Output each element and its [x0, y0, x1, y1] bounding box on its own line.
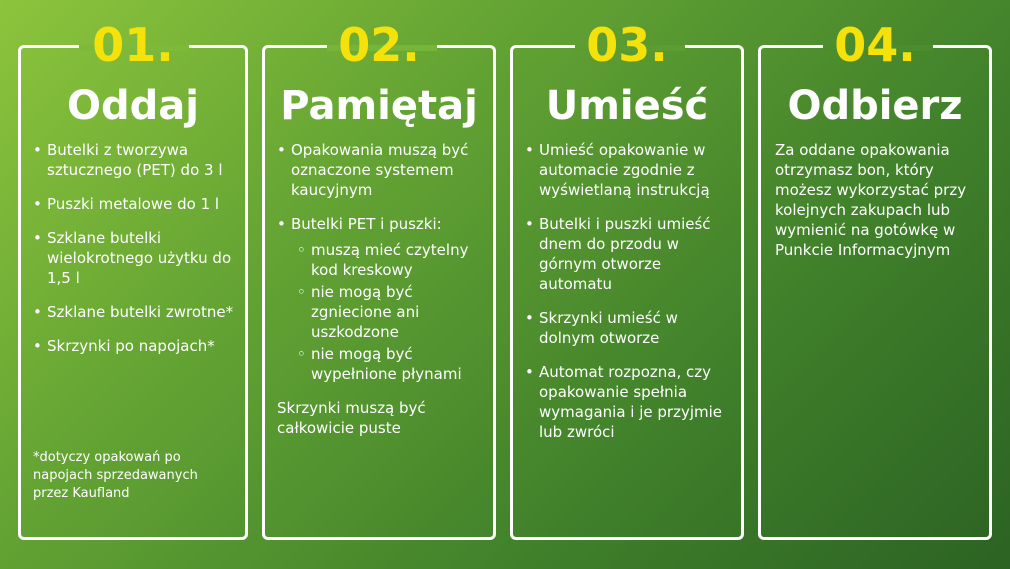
list-item: • Automat rozpozna, czy opakowanie spełnia wymagania i je przyjmie lub zwróci: [525, 362, 733, 442]
step-card-3: [510, 18, 744, 540]
step-card-2: [262, 18, 496, 540]
step-number: 01.: [92, 18, 174, 72]
list-item: • Umieść opakowanie w automacie zgodnie z wyświetlaną instrukcją: [525, 140, 733, 200]
sub-item: ◦ muszą mieć czytelny kod kreskowy: [297, 240, 485, 280]
step-title: Pamiętaj: [280, 83, 478, 129]
step-content: [775, 140, 981, 260]
sub-item: ◦ nie mogą być zgniecione ani uszkodzone: [297, 282, 485, 342]
list-item: [277, 214, 485, 384]
step-title: Umieść: [545, 83, 709, 129]
step-content: [33, 140, 237, 370]
list-item: • Puszki metalowe do 1 l: [33, 194, 237, 214]
step-number: 04.: [834, 18, 916, 72]
step-card-1: [18, 18, 248, 540]
step-number: 02.: [338, 18, 420, 72]
list-item: • Szklane butelki zwrotne*: [33, 302, 237, 322]
list-item: • Butelki i puszki umieść dnem do przodu w górnym otworze automatu: [525, 214, 733, 294]
list-item: • Skrzynki po napojach*: [33, 336, 237, 356]
step-content: [277, 140, 485, 438]
sub-list: [297, 240, 485, 384]
step-title: Odbierz: [787, 83, 963, 129]
step-content: [525, 140, 733, 456]
list-item-label: Butelki PET i puszki:: [291, 215, 442, 233]
note: Skrzynki muszą być całkowicie puste: [277, 399, 426, 437]
step-card-4: [758, 18, 992, 540]
step-text: Za oddane opakowania otrzymasz bon, który możesz wykorzystać przy kolejnych zakupach lub wymienić na gotówkę w Punkcie Informacyjnym: [775, 141, 967, 259]
sub-item: ◦ nie mogą być wypełnione płynami: [297, 344, 485, 384]
step-number: 03.: [586, 18, 668, 72]
item-list: [33, 140, 237, 356]
item-list: [525, 140, 733, 442]
footnote: *dotyczy opakowań po napojach sprzedawanych przez Kaufland: [33, 450, 198, 501]
list-item: • Szklane butelki wielokrotnego użytku do 1,5 l: [33, 228, 237, 288]
list-item: • Opakowania muszą być oznaczone systemem kaucyjnym: [277, 140, 485, 200]
step-title: Oddaj: [67, 83, 199, 129]
item-list: [277, 140, 485, 384]
list-item: • Butelki z tworzywa sztucznego (PET) do 3 l: [33, 140, 237, 180]
list-item: • Skrzynki umieść w dolnym otworze: [525, 308, 733, 348]
